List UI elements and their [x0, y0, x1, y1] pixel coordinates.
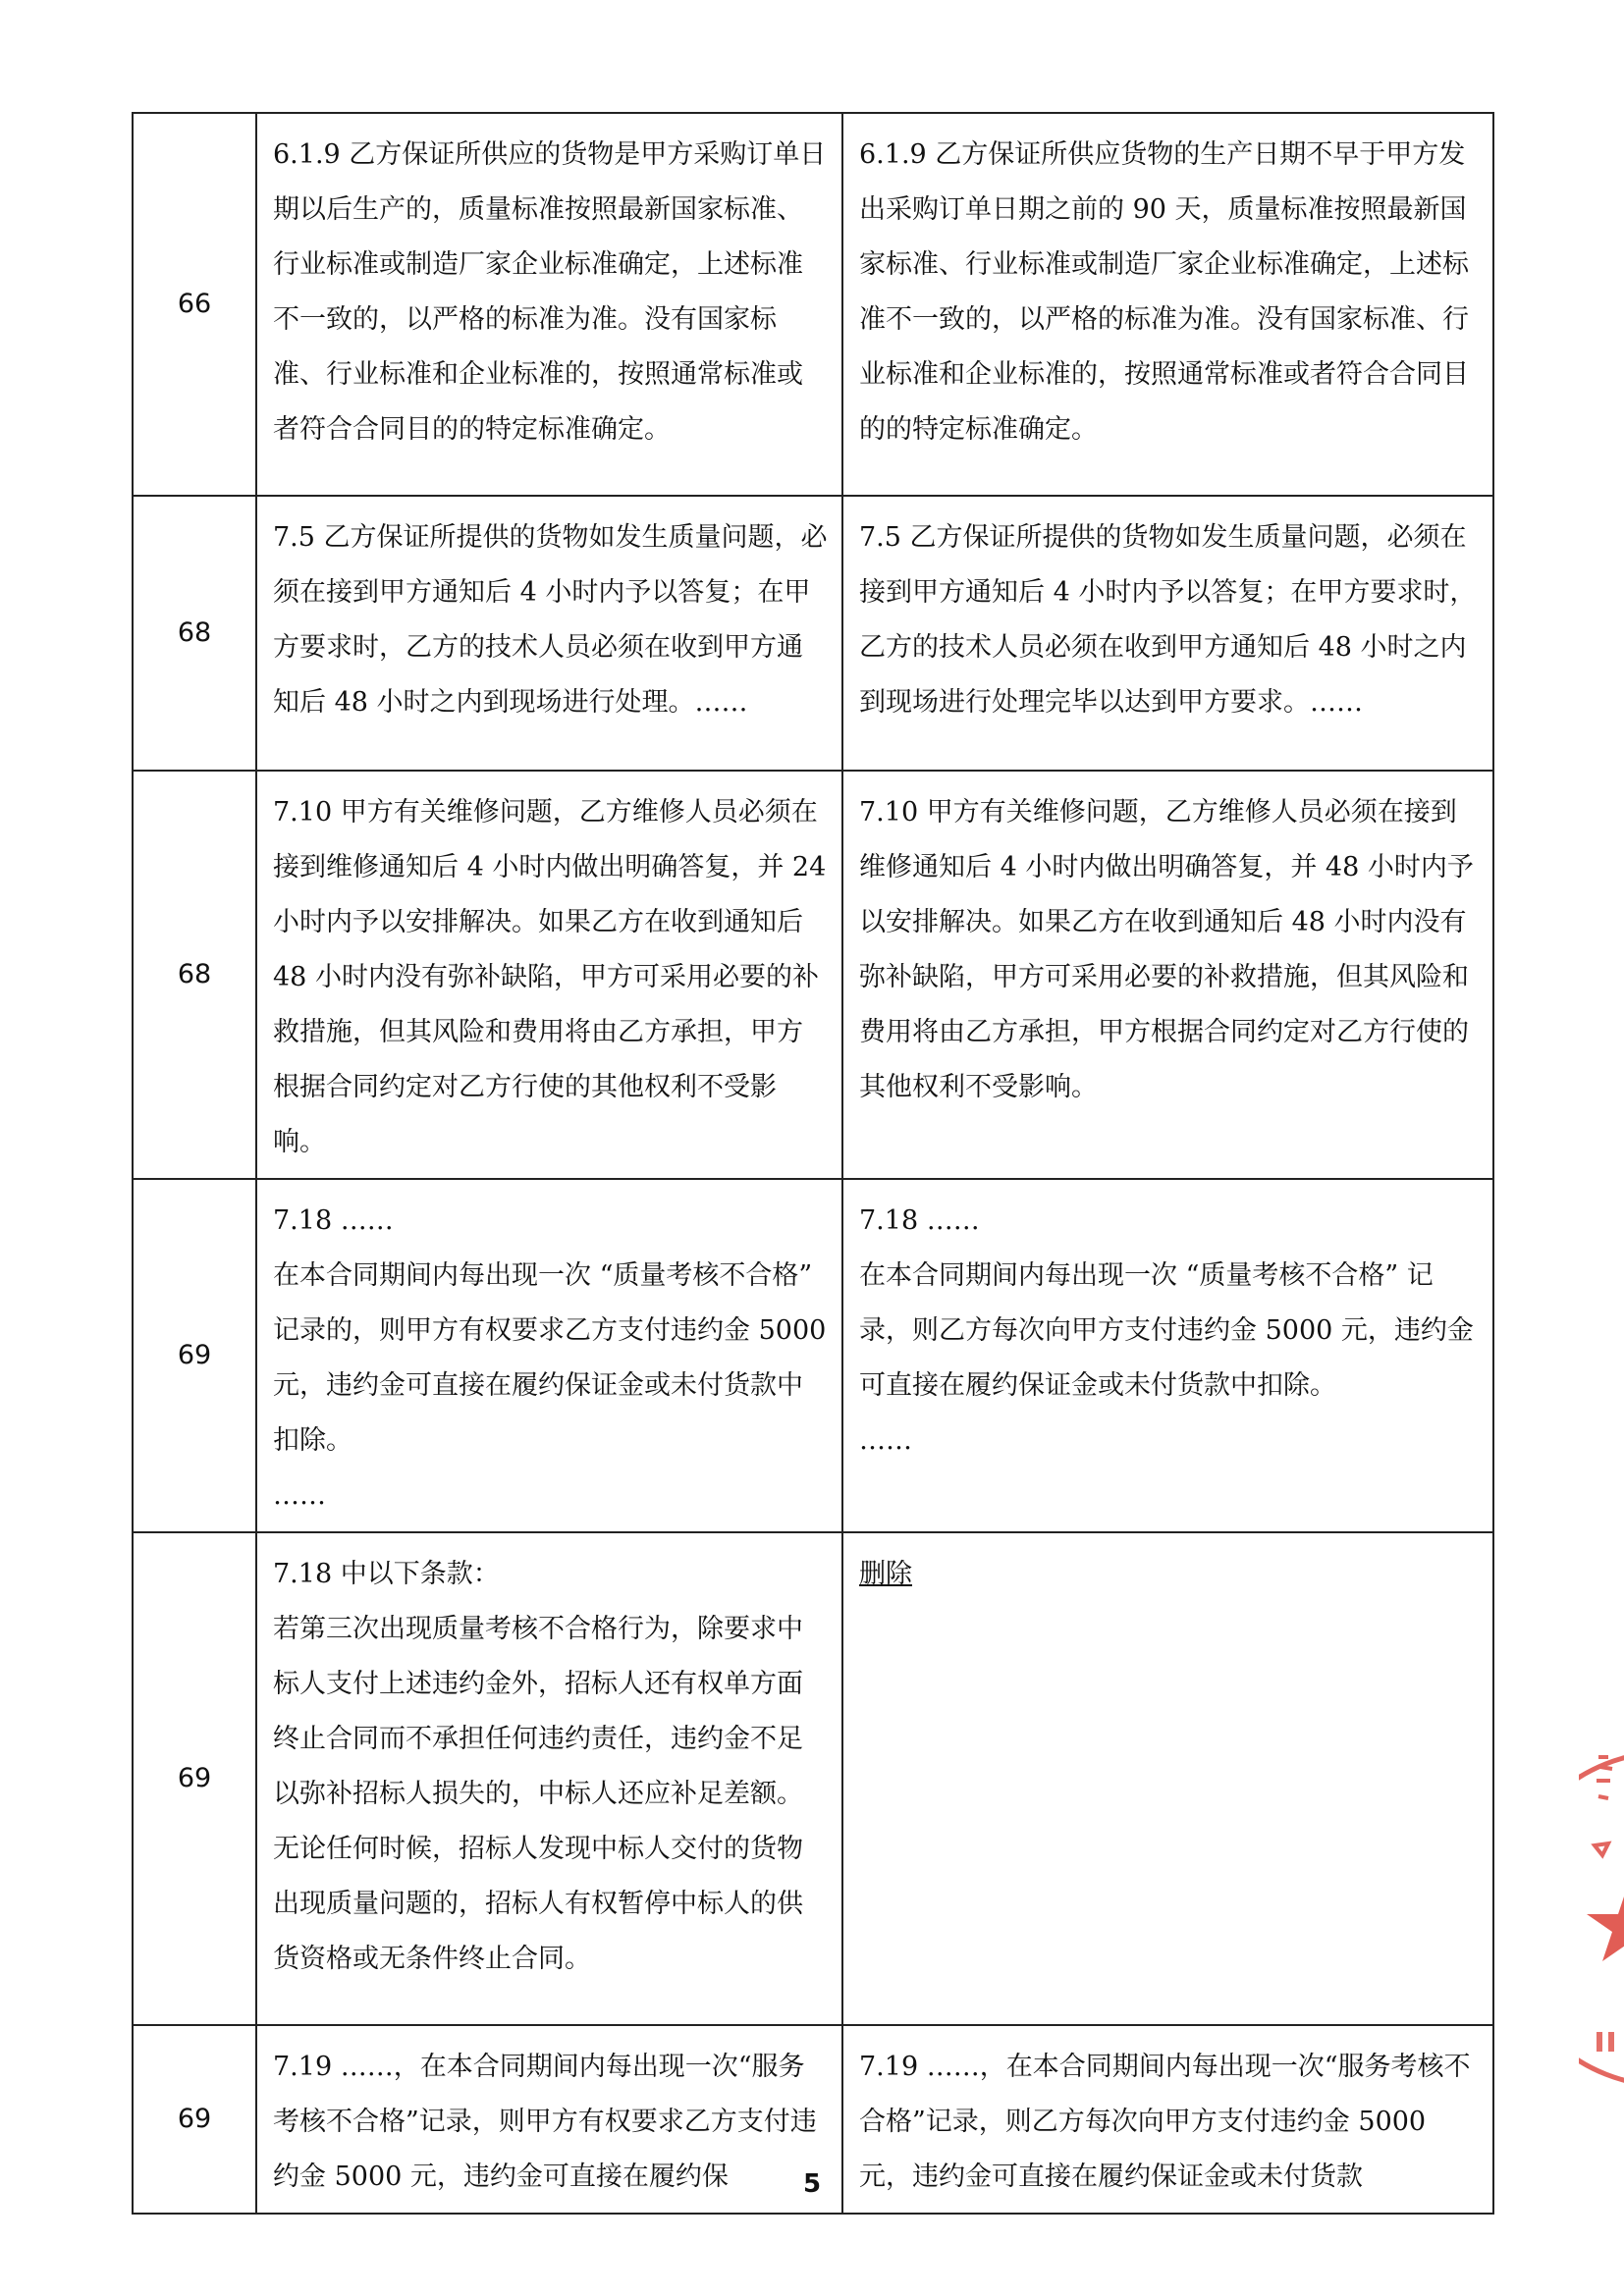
- revised-clause: [842, 113, 1493, 496]
- table-row: [133, 771, 1493, 1179]
- original-clause: [256, 1179, 842, 1532]
- clause-paragraph: ……: [273, 1480, 326, 1511]
- clause-paragraph: 7.18 ……: [859, 1205, 980, 1236]
- clause-paragraph: ……: [859, 1425, 912, 1456]
- clause-paragraph: 7.19 ……，在本合同期间内每出现一次“服务考核不合格”记录，则甲方有权要求乙方支付违约金 5000 元，违约金可直接在履约保: [273, 2052, 817, 2192]
- revised-clause: [842, 496, 1493, 771]
- clause-paragraph: 7.5 乙方保证所提供的货物如发生质量问题，必须在接到甲方通知后 4 小时内予以答复；在甲方要求时，乙方的技术人员必须在收到甲方通知后 48 小时之内到现场进行处理。……: [273, 522, 828, 718]
- clause-paragraph: 7.10 甲方有关维修问题，乙方维修人员必须在接到维修通知后 4 小时内做出明确答复，并 48 小时内予以安排解决。如果乙方在收到通知后 48 小时内没有弥补缺陷，甲方可采用必要的补救措施，但其风险和费用将由乙方承担，甲方根据合同约定对乙方行使的其他权利不受影响。: [859, 797, 1474, 1102]
- clause-paragraph: 在本合同期间内每出现一次 “质量考核不合格” 记录的，则甲方有权要求乙方支付违约金 5000 元，违约金可直接在履约保证金或未付货款中扣除。: [273, 1260, 827, 1456]
- row-number: 69: [133, 2025, 256, 2214]
- revised-clause: [842, 1532, 1493, 2025]
- row-number: 66: [133, 113, 256, 496]
- row-number: 69: [133, 1532, 256, 2025]
- deleted-marker: 删除: [859, 1559, 912, 1589]
- revised-clause: [842, 771, 1493, 1179]
- clause-paragraph: 7.5 乙方保证所提供的货物如发生质量问题，必须在接到甲方通知后 4 小时内予以答复；在甲方要求时，乙方的技术人员必须在收到甲方通知后 48 小时之内到现场进行处理完毕以达到甲方要求。……: [859, 522, 1477, 718]
- seal-stamp-icon: [1579, 1737, 1624, 2101]
- clause-paragraph: 在本合同期间内每出现一次 “质量考核不合格” 记录，则乙方每次向甲方支付违约金 5000 元，违约金可直接在履约保证金或未付货款中扣除。: [859, 1260, 1474, 1401]
- clause-paragraph: 7.18 中以下条款：: [273, 1559, 500, 1589]
- page-number: 5: [802, 2169, 822, 2199]
- row-number: 68: [133, 496, 256, 771]
- clause-paragraph: 7.10 甲方有关维修问题，乙方维修人员必须在接到维修通知后 4 小时内做出明确答复，并 24 小时内予以安排解决。如果乙方在收到通知后 48 小时内没有弥补缺陷，甲方可采用必要的补救措施，但其风险和费用将由乙方承担，甲方根据合同约定对乙方行使的其他权利不受影响。: [273, 797, 827, 1157]
- clause-paragraph: 6.1.9 乙方保证所供应的货物是甲方采购订单日期以后生产的，质量标准按照最新国家标准、行业标准或制造厂家企业标准确定，上述标准不一致的，以严格的标准为准。没有国家标准、行业标准和企业标准的，按照通常标准或者符合合同目的的特定标准确定。: [273, 139, 827, 445]
- original-clause: [256, 496, 842, 771]
- table-row: [133, 1179, 1493, 1532]
- original-clause: [256, 771, 842, 1179]
- clause-paragraph: 6.1.9 乙方保证所供应货物的生产日期不早于甲方发出采购订单日期之前的 90 天，质量标准按照最新国家标准、行业标准或制造厂家企业标准确定，上述标准不一致的，以严格的标准为准。没有国家标准、行业标准和企业标准的，按照通常标准或者符合合同目的的特定标准确定。: [859, 139, 1469, 445]
- contract-revision-table: [132, 112, 1494, 2215]
- revised-clause: [842, 1179, 1493, 1532]
- row-number: 68: [133, 771, 256, 1179]
- row-number: 69: [133, 1179, 256, 1532]
- original-clause: [256, 1532, 842, 2025]
- clause-paragraph: 若第三次出现质量考核不合格行为，除要求中标人支付上述违约金外，招标人还有权单方面终止合同而不承担任何违约责任，违约金不足以弥补招标人损失的，中标人还应补足差额。: [273, 1614, 803, 1809]
- table-row: [133, 1532, 1493, 2025]
- table-row: [133, 496, 1493, 771]
- table-row: [133, 113, 1493, 496]
- clause-paragraph: 无论任何时候，招标人发现中标人交付的货物出现质量问题的，招标人有权暂停中标人的供货资格或无条件终止合同。: [273, 1834, 803, 1974]
- original-clause: [256, 113, 842, 496]
- clause-paragraph: 7.19 ……，在本合同期间内每出现一次“服务考核不合格”记录，则乙方每次向甲方支付违约金 5000 元，违约金可直接在履约保证金或未付货款: [859, 2052, 1471, 2192]
- clause-paragraph: 7.18 ……: [273, 1205, 394, 1236]
